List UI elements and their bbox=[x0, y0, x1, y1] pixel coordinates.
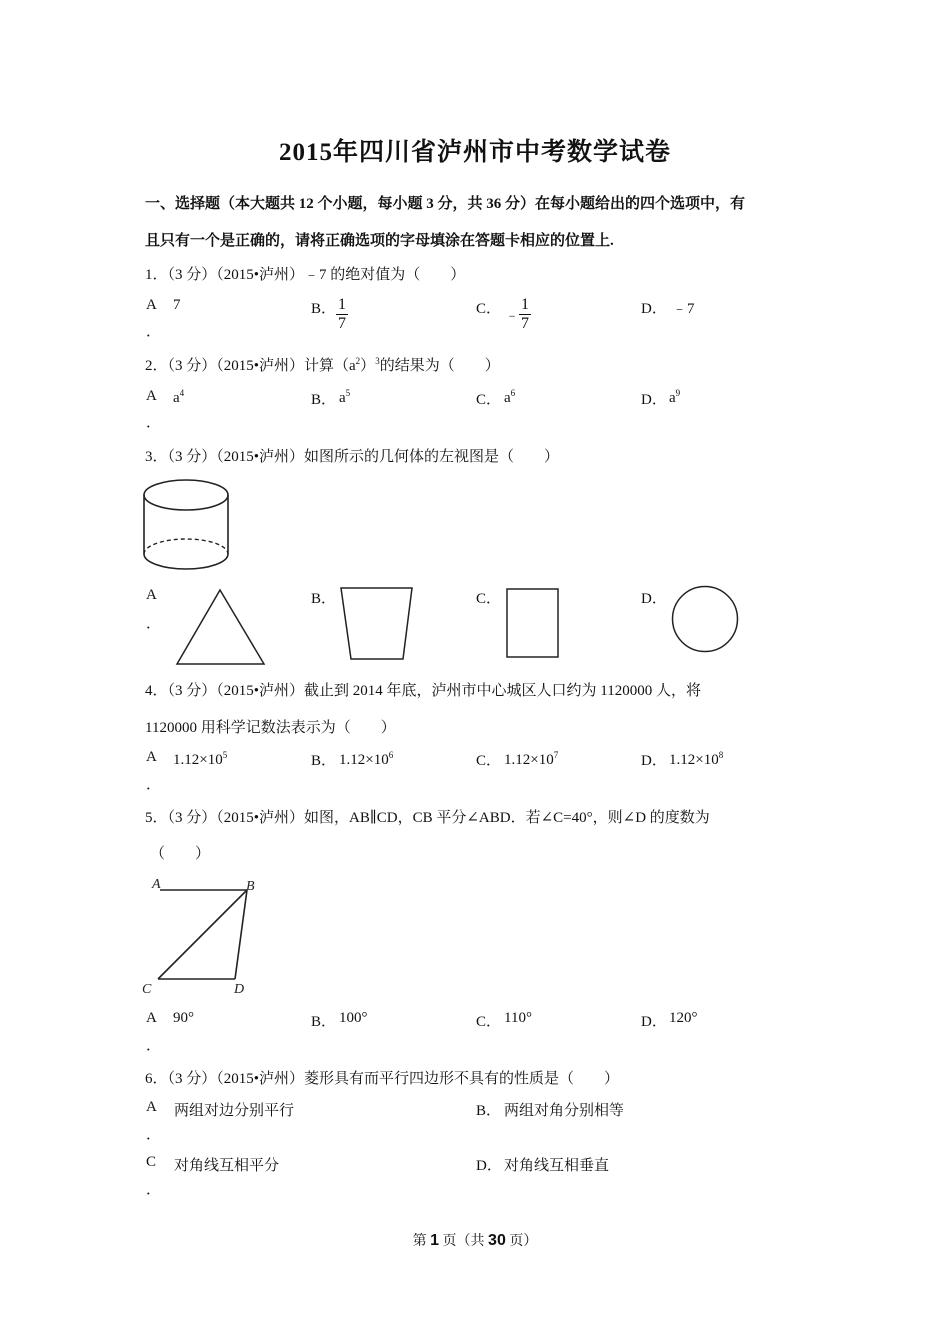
q6-option-a-dot: ． bbox=[146, 1127, 162, 1143]
q6-option-c-dot: ． bbox=[146, 1182, 162, 1198]
q1-option-b-numerator: 1 bbox=[338, 296, 346, 313]
q1-option-a: 7 bbox=[173, 297, 181, 313]
q6-option-d: 对角线互相垂直 bbox=[504, 1158, 610, 1174]
q2-option-b-exponent: 5 bbox=[345, 388, 351, 398]
question-6-stem: 6．（3 分）（2015•泸州）菱形具有而平行四边形不具有的性质是（ ） bbox=[145, 1071, 620, 1087]
question-1-stem: 1．（3 分）（2015•泸州）﹣7 的绝对值为（ ） bbox=[145, 267, 466, 283]
q6-option-a: 两组对边分别平行 bbox=[174, 1103, 295, 1119]
question-2-stem bbox=[145, 354, 500, 375]
point-label-c: C bbox=[142, 982, 152, 997]
q3-option-c-label: C． bbox=[476, 591, 502, 607]
q4-option-a-exponent: 5 bbox=[222, 750, 228, 760]
point-label-b: B bbox=[246, 879, 255, 894]
q3-option-d-label: D． bbox=[641, 591, 667, 607]
q1-option-c-sign: ﹣ bbox=[505, 308, 519, 324]
q4-option-a-dot: ． bbox=[146, 777, 162, 793]
q4-option-d bbox=[669, 750, 723, 769]
q4-option-b-label: B． bbox=[311, 753, 337, 769]
footer-total-pages: 30 bbox=[488, 1232, 506, 1249]
q1-option-c-label: C． bbox=[476, 301, 502, 317]
q5-option-b: 100° bbox=[339, 1010, 368, 1026]
q4-option-d-label: D． bbox=[641, 753, 667, 769]
q4-option-b-exponent: 6 bbox=[388, 750, 394, 760]
footer-middle: 页（共 bbox=[439, 1234, 489, 1249]
q5-option-b-label: B． bbox=[311, 1014, 337, 1030]
q2-option-a bbox=[173, 388, 184, 407]
question-5-stem-line1: 5．（3 分）（2015•泸州）如图，AB∥CD，CB 平分∠ABD．若∠C=40°，则∠D 的度数为 bbox=[145, 810, 710, 826]
q6-option-c-label: C bbox=[146, 1154, 157, 1170]
q4-option-d-base: 1.12×10 bbox=[669, 752, 719, 768]
q2-option-c-base: a bbox=[504, 390, 511, 406]
trapezoid-view bbox=[339, 586, 415, 662]
q3-option-b-label: B． bbox=[311, 591, 337, 607]
q5-option-a-label: A bbox=[146, 1010, 157, 1026]
q2-option-b bbox=[339, 388, 350, 407]
question-3-stem: 3．（3 分）（2015•泸州）如图所示的几何体的左视图是（ ） bbox=[145, 449, 560, 465]
q5-option-a: 90° bbox=[173, 1010, 194, 1026]
q5-option-c-label: C． bbox=[476, 1014, 502, 1030]
q2-stem-part-a: 2．（3 分）（2015•泸州）计算（a bbox=[145, 358, 356, 374]
q2-option-c bbox=[504, 388, 515, 407]
point-label-a: A bbox=[152, 877, 161, 892]
q3-option-a-dot: ． bbox=[146, 616, 162, 632]
point-label-d: D bbox=[234, 982, 245, 997]
q4-option-a-label: A bbox=[146, 749, 157, 765]
q4-option-b-base: 1.12×10 bbox=[339, 752, 389, 768]
q1-option-b bbox=[336, 296, 348, 333]
q6-option-c: 对角线互相平分 bbox=[174, 1158, 280, 1174]
footer-suffix: 页） bbox=[505, 1234, 538, 1249]
q4-option-c bbox=[504, 750, 558, 769]
q2-stem-part-b: ） bbox=[360, 358, 376, 374]
q1-option-c-numerator: 1 bbox=[521, 296, 529, 313]
q2-stem-part-c: 的结果为（ ） bbox=[379, 358, 500, 374]
q2-option-a-exponent: 4 bbox=[179, 388, 185, 398]
q2-option-b-base: a bbox=[339, 390, 346, 406]
q5-option-d: 120° bbox=[669, 1010, 698, 1026]
q6-option-b: 两组对角分别相等 bbox=[504, 1103, 625, 1119]
q4-option-c-base: 1.12×10 bbox=[504, 752, 554, 768]
q4-option-a bbox=[173, 750, 227, 769]
q1-option-a-dot: ． bbox=[146, 324, 162, 340]
q1-option-b-label: B． bbox=[311, 301, 337, 317]
q1-option-d-label: D． bbox=[641, 301, 667, 317]
q4-option-d-exponent: 8 bbox=[718, 750, 724, 760]
q1-option-a-label: A bbox=[146, 297, 157, 313]
q2-option-a-base: a bbox=[173, 390, 180, 406]
footer-page-number: 1 bbox=[430, 1232, 440, 1249]
q2-option-b-label: B． bbox=[311, 392, 337, 408]
q1-option-b-denominator: 7 bbox=[338, 315, 346, 332]
triangle-view bbox=[175, 588, 267, 666]
q1-option-c-denominator: 7 bbox=[521, 315, 529, 332]
q2-option-d bbox=[669, 388, 680, 407]
q5-option-a-dot: ． bbox=[146, 1038, 162, 1054]
q4-option-c-exponent: 7 bbox=[553, 750, 559, 760]
question-4-stem-line2: 1120000 用科学记数法表示为（ ） bbox=[145, 720, 396, 736]
circle-view bbox=[670, 584, 740, 654]
q6-option-b-label: B． bbox=[476, 1103, 502, 1119]
q4-option-c-label: C． bbox=[476, 753, 502, 769]
q2-option-c-exponent: 6 bbox=[510, 388, 516, 398]
q6-option-a-label: A bbox=[146, 1099, 157, 1115]
rectangle-view bbox=[505, 587, 561, 659]
section-instructions-line1: 一、选择题（本大题共 12 个小题，每小题 3 分，共 36 分）在每小题给出的四个选项中，有 bbox=[145, 196, 746, 212]
q2-option-d-base: a bbox=[669, 390, 676, 406]
q1-option-d: ﹣7 bbox=[672, 301, 695, 317]
cylinder-figure bbox=[140, 476, 235, 576]
q2-option-c-label: C． bbox=[476, 392, 502, 408]
q2-option-d-label: D． bbox=[641, 392, 667, 408]
q1-option-c bbox=[505, 296, 531, 333]
q2-option-a-label: A bbox=[146, 388, 157, 404]
footer-prefix: 第 bbox=[412, 1234, 431, 1249]
q4-option-b bbox=[339, 750, 393, 769]
q2-stem-exponent-2: 3 bbox=[375, 356, 380, 366]
section-instructions-line2: 且只有一个是正确的，请将正确选项的字母填涂在答题卡相应的位置上. bbox=[145, 233, 614, 249]
q6-option-d-label: D． bbox=[476, 1158, 502, 1174]
q2-option-d-exponent: 9 bbox=[675, 388, 681, 398]
q2-stem-exponent-1: 2 bbox=[355, 356, 361, 366]
q5-option-d-label: D． bbox=[641, 1014, 667, 1030]
q4-option-a-base: 1.12×10 bbox=[173, 752, 223, 768]
question-5-stem-line2: （ ） bbox=[150, 846, 211, 862]
q3-option-a-label: A bbox=[146, 587, 157, 603]
parallel-lines-figure bbox=[140, 873, 270, 998]
question-4-stem-line1: 4．（3 分）（2015•泸州）截止到 2014 年底，泸州市中心城区人口约为 1120000 人，将 bbox=[145, 683, 701, 699]
q2-option-a-dot: ． bbox=[146, 415, 162, 431]
q5-option-c: 110° bbox=[504, 1010, 532, 1026]
page-footer bbox=[0, 1230, 950, 1250]
page-title: 2015年四川省泸州市中考数学试卷 bbox=[278, 139, 671, 166]
